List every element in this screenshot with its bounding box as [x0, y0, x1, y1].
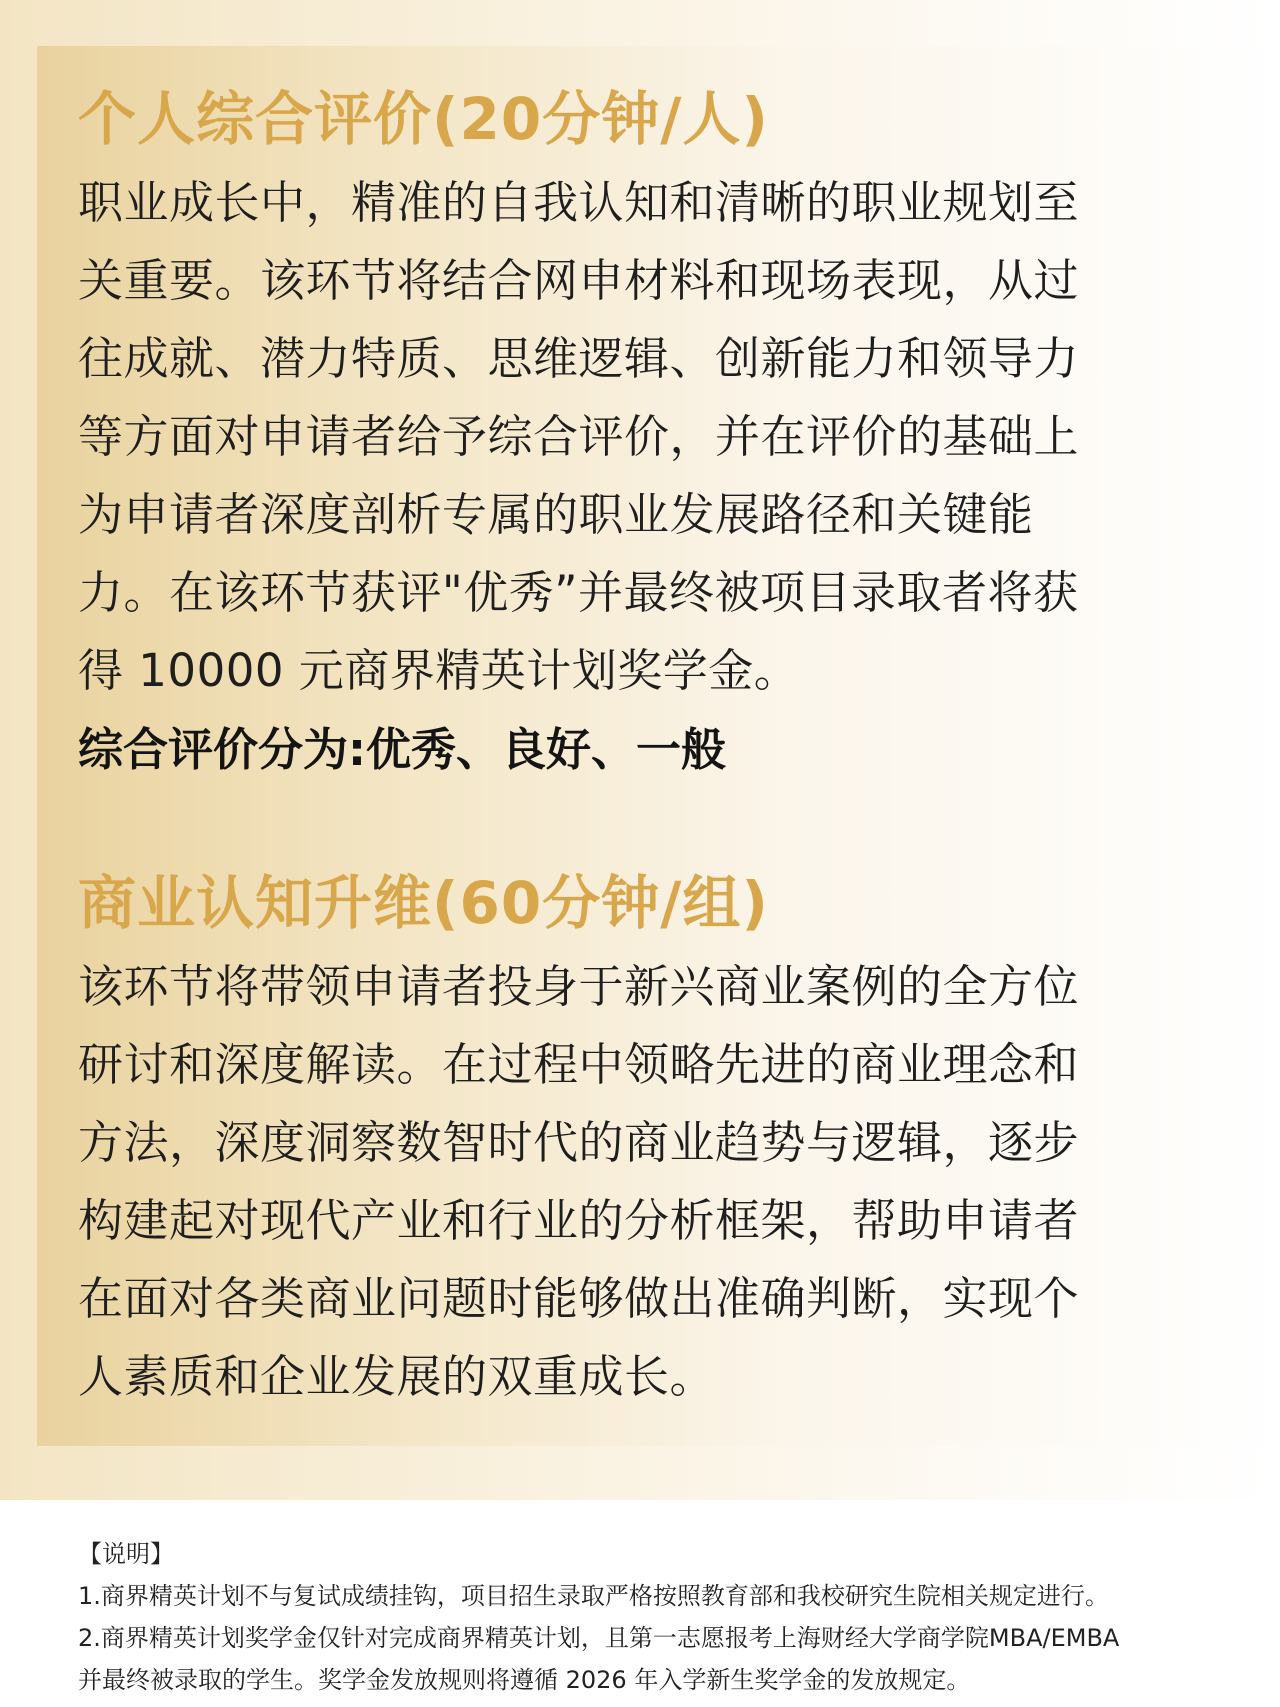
note-item: 1.商界精英计划不与复试成绩挂钩，项目招生录取严格按照教育部和我校研究生院相关规定进行。 — [78, 1582, 1109, 1610]
body-line: 在面对各类商业问题时能够做出准确判断，实现个 — [78, 1272, 1080, 1325]
body-line: 人素质和企业发展的双重成长。 — [78, 1350, 716, 1403]
section-personal-evaluation — [78, 78, 1178, 790]
body-line: 力。在该环节获评"优秀”并最终被项目录取者将获 — [78, 566, 1079, 619]
body-line: 方法，深度洞察数智时代的商业趋势与逻辑，逐步 — [78, 1116, 1080, 1169]
section-body-business-cognition — [78, 948, 1178, 1416]
section-business-cognition — [78, 862, 1178, 1416]
body-line: 关重要。该环节将结合网申材料和现场表现，从过 — [78, 254, 1080, 307]
rating-levels: 综合评价分为:优秀、良好、一般 — [78, 723, 726, 776]
section-body-personal-evaluation — [78, 164, 1178, 790]
notes-heading: 【说明】 — [78, 1540, 174, 1568]
section-title-business-cognition: 商业认知升维(60分钟/组) — [78, 869, 769, 937]
note-item: 2.商界精英计划奖学金仅针对完成商界精英计划，且第一志愿报考上海财经大学商学院MBA/EMBA — [78, 1624, 1120, 1652]
section-title-personal-evaluation: 个人综合评价(20分钟/人) — [78, 85, 769, 153]
body-line: 职业成长中，精准的自我认知和清晰的职业规划至 — [78, 176, 1080, 229]
notes-section — [78, 1533, 1258, 1701]
body-line: 为申请者深度剖析专属的职业发展路径和关键能 — [78, 488, 1034, 541]
body-line: 等方面对申请者给予综合评价，并在评价的基础上 — [78, 410, 1080, 463]
body-line: 得 10000 元商界精英计划奖学金。 — [78, 644, 800, 697]
body-line: 研讨和深度解读。在过程中领略先进的商业理念和 — [78, 1038, 1080, 1091]
body-line: 构建起对现代产业和行业的分析框架，帮助申请者 — [78, 1194, 1080, 1247]
body-line: 往成就、潜力特质、思维逻辑、创新能力和领导力 — [78, 332, 1080, 385]
body-line: 该环节将带领申请者投身于新兴商业案例的全方位 — [78, 960, 1080, 1013]
note-item: 并最终被录取的学生。奖学金发放规则将遵循 2026 年入学新生奖学金的发放规定。 — [78, 1666, 971, 1694]
